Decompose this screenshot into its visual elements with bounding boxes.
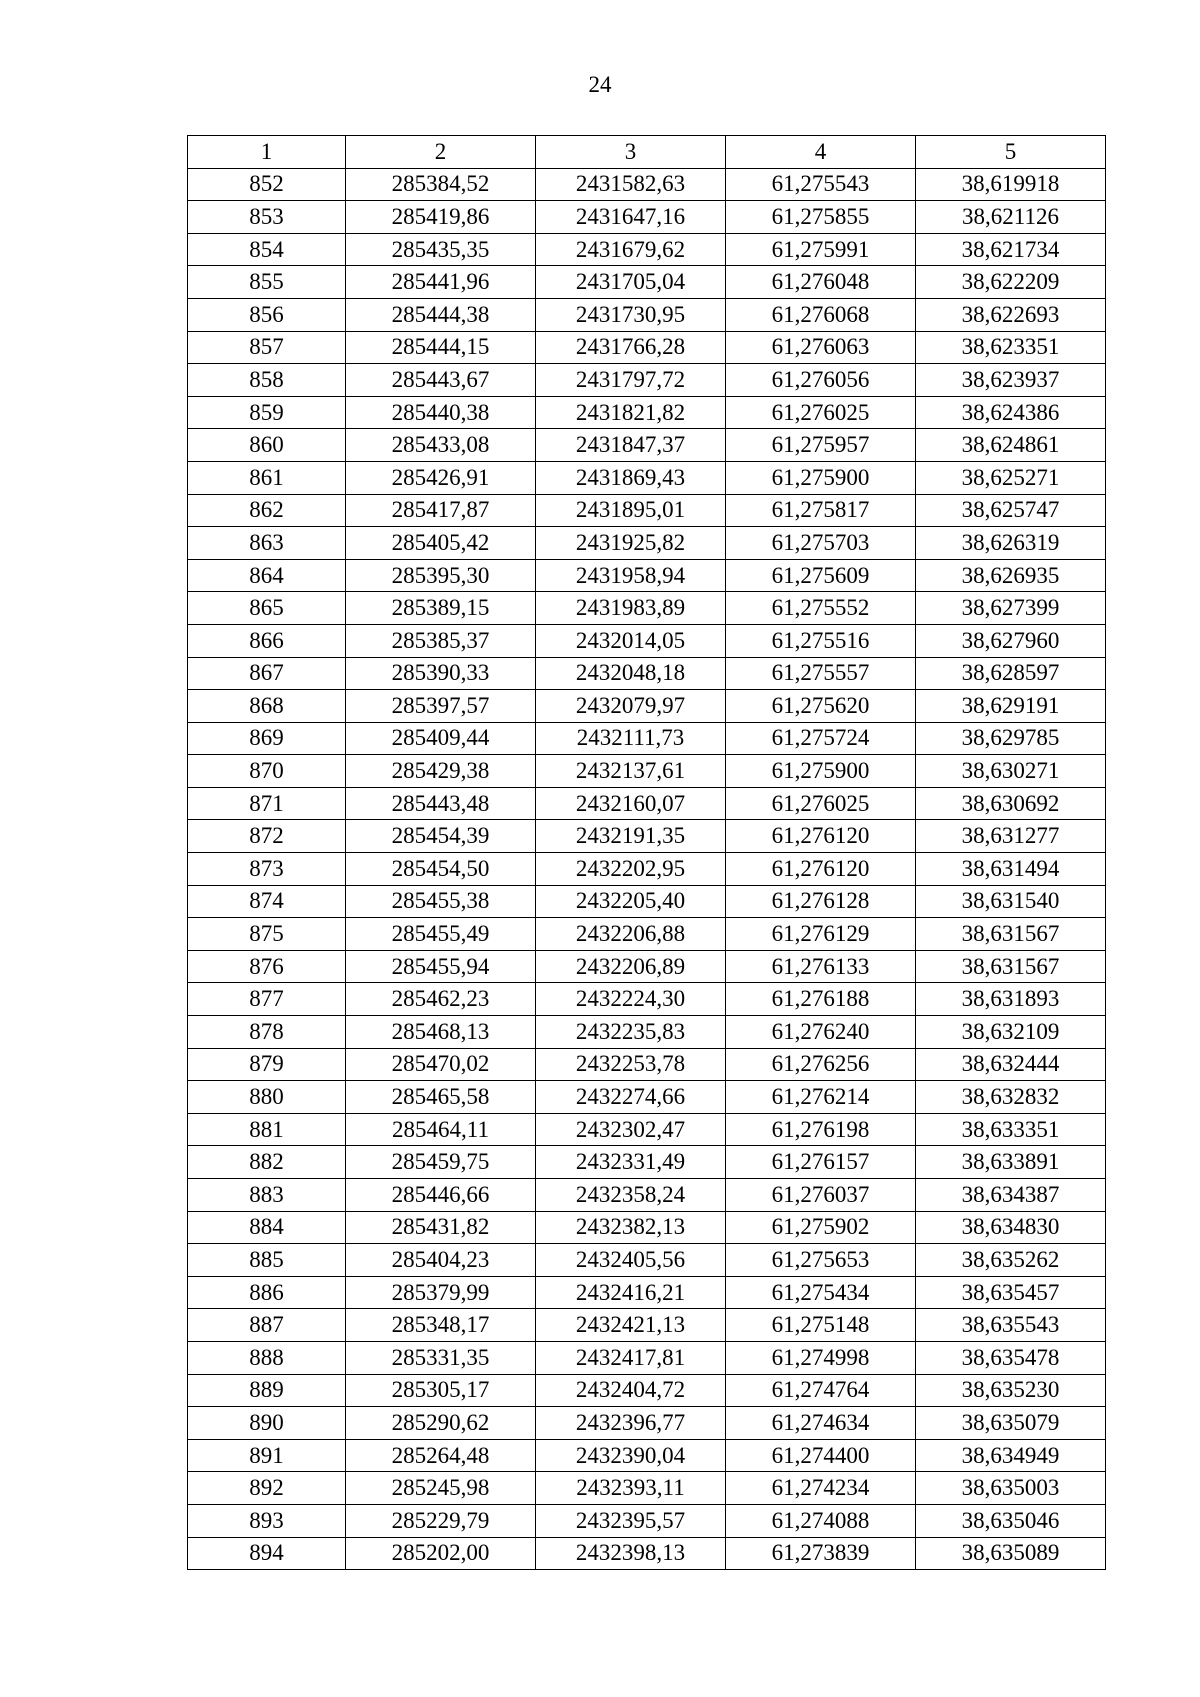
table-cell-col-4: 61,275855 [726, 201, 916, 234]
table-cell-col-3: 2432398,13 [536, 1537, 726, 1570]
table-cell-col-2: 285470,02 [346, 1048, 536, 1081]
table-cell-col-3: 2432393,11 [536, 1472, 726, 1505]
table-cell-col-2: 285459,75 [346, 1146, 536, 1179]
table-cell-col-1: 857 [188, 331, 346, 364]
table-cell-col-2: 285465,58 [346, 1081, 536, 1114]
table-cell-col-1: 876 [188, 950, 346, 983]
table-cell-col-4: 61,276025 [726, 396, 916, 429]
table-row [188, 820, 1106, 853]
table-cell-col-2: 285441,96 [346, 266, 536, 299]
table-row [188, 885, 1106, 918]
table-cell-col-5: 38,629785 [916, 722, 1106, 755]
table-cell-col-2: 285454,50 [346, 853, 536, 886]
column-header-3: 3 [536, 136, 726, 169]
table-row [188, 1439, 1106, 1472]
table-row [188, 1341, 1106, 1374]
table-row [188, 559, 1106, 592]
table-cell-col-1: 892 [188, 1472, 346, 1505]
table-row [188, 1113, 1106, 1146]
table-cell-col-4: 61,275900 [726, 755, 916, 788]
table-cell-col-3: 2432206,88 [536, 918, 726, 951]
table-cell-col-1: 874 [188, 885, 346, 918]
table-cell-col-1: 873 [188, 853, 346, 886]
table-cell-col-2: 285464,11 [346, 1113, 536, 1146]
table-cell-col-5: 38,631893 [916, 983, 1106, 1016]
table-cell-col-2: 285429,38 [346, 755, 536, 788]
table-cell-col-4: 61,274998 [726, 1341, 916, 1374]
table-cell-col-4: 61,276157 [726, 1146, 916, 1179]
table-cell-col-2: 285455,38 [346, 885, 536, 918]
table-row [188, 429, 1106, 462]
table-cell-col-3: 2432390,04 [536, 1439, 726, 1472]
table-cell-col-2: 285435,35 [346, 233, 536, 266]
table-cell-col-3: 2431983,89 [536, 592, 726, 625]
table-cell-col-4: 61,275703 [726, 527, 916, 560]
table-cell-col-4: 61,275148 [726, 1309, 916, 1342]
table-cell-col-2: 285331,35 [346, 1341, 536, 1374]
table-cell-col-5: 38,634830 [916, 1211, 1106, 1244]
table-row [188, 787, 1106, 820]
table-cell-col-5: 38,621126 [916, 201, 1106, 234]
table-row [188, 331, 1106, 364]
table-cell-col-4: 61,275552 [726, 592, 916, 625]
table-cell-col-4: 61,276120 [726, 853, 916, 886]
table-cell-col-2: 285409,44 [346, 722, 536, 755]
table-row [188, 592, 1106, 625]
table-cell-col-3: 2432191,35 [536, 820, 726, 853]
table-row [188, 1211, 1106, 1244]
table-cell-col-4: 61,276056 [726, 364, 916, 397]
table-row [188, 755, 1106, 788]
table-cell-col-4: 61,275609 [726, 559, 916, 592]
table-cell-col-4: 61,276133 [726, 950, 916, 983]
table-row [188, 527, 1106, 560]
table-cell-col-1: 888 [188, 1341, 346, 1374]
table-cell-col-2: 285446,66 [346, 1179, 536, 1212]
table-cell-col-3: 2432205,40 [536, 885, 726, 918]
table-cell-col-3: 2432396,77 [536, 1407, 726, 1440]
table-cell-col-4: 61,276188 [726, 983, 916, 1016]
table-cell-col-1: 852 [188, 168, 346, 201]
table-cell-col-5: 38,628597 [916, 657, 1106, 690]
table-cell-col-3: 2432048,18 [536, 657, 726, 690]
table-cell-col-4: 61,276068 [726, 298, 916, 331]
table-cell-col-3: 2432014,05 [536, 624, 726, 657]
table-cell-col-1: 879 [188, 1048, 346, 1081]
table-cell-col-1: 853 [188, 201, 346, 234]
table-cell-col-1: 870 [188, 755, 346, 788]
table-cell-col-2: 285385,37 [346, 624, 536, 657]
table-cell-col-5: 38,622209 [916, 266, 1106, 299]
table-cell-col-5: 38,621734 [916, 233, 1106, 266]
table-cell-col-2: 285455,49 [346, 918, 536, 951]
table-cell-col-1: 854 [188, 233, 346, 266]
table-row [188, 1374, 1106, 1407]
table-cell-col-4: 61,275724 [726, 722, 916, 755]
table-cell-col-5: 38,635262 [916, 1244, 1106, 1277]
table-row [188, 1504, 1106, 1537]
table-cell-col-3: 2431847,37 [536, 429, 726, 462]
table-cell-col-3: 2432235,83 [536, 1016, 726, 1049]
table-cell-col-1: 875 [188, 918, 346, 951]
table-row [188, 168, 1106, 201]
table-row [188, 494, 1106, 527]
table-cell-col-2: 285229,79 [346, 1504, 536, 1537]
table-cell-col-1: 865 [188, 592, 346, 625]
table-cell-col-5: 38,635089 [916, 1537, 1106, 1570]
table-cell-col-3: 2431925,82 [536, 527, 726, 560]
table-cell-col-4: 61,275620 [726, 690, 916, 723]
table-cell-col-2: 285395,30 [346, 559, 536, 592]
table-cell-col-4: 61,275516 [726, 624, 916, 657]
table-cell-col-1: 883 [188, 1179, 346, 1212]
table-cell-col-5: 38,635079 [916, 1407, 1106, 1440]
table-cell-col-3: 2432421,13 [536, 1309, 726, 1342]
table-cell-col-3: 2432395,57 [536, 1504, 726, 1537]
table-cell-col-5: 38,632109 [916, 1016, 1106, 1049]
table-cell-col-4: 61,275557 [726, 657, 916, 690]
table-cell-col-4: 61,275991 [726, 233, 916, 266]
table-cell-col-5: 38,632444 [916, 1048, 1106, 1081]
table-cell-col-3: 2431821,82 [536, 396, 726, 429]
table-cell-col-3: 2432224,30 [536, 983, 726, 1016]
table-row [188, 950, 1106, 983]
table-cell-col-2: 285455,94 [346, 950, 536, 983]
table-row [188, 201, 1106, 234]
table-cell-col-2: 285384,52 [346, 168, 536, 201]
table-row [188, 461, 1106, 494]
table-cell-col-1: 893 [188, 1504, 346, 1537]
table-cell-col-1: 860 [188, 429, 346, 462]
table-row [188, 624, 1106, 657]
table-row [188, 1146, 1106, 1179]
page-number: 24 [588, 72, 612, 97]
table-cell-col-5: 38,623351 [916, 331, 1106, 364]
table-cell-col-4: 61,276037 [726, 1179, 916, 1212]
table-cell-col-4: 61,273839 [726, 1537, 916, 1570]
table-cell-col-4: 61,276129 [726, 918, 916, 951]
table-cell-col-3: 2432111,73 [536, 722, 726, 755]
table-cell-col-4: 61,275902 [726, 1211, 916, 1244]
table-cell-col-2: 285419,86 [346, 201, 536, 234]
table-cell-col-1: 880 [188, 1081, 346, 1114]
table-cell-col-5: 38,634387 [916, 1179, 1106, 1212]
table-cell-col-3: 2431705,04 [536, 266, 726, 299]
table-cell-col-5: 38,631567 [916, 950, 1106, 983]
table-cell-col-2: 285454,39 [346, 820, 536, 853]
table-cell-col-5: 38,634949 [916, 1439, 1106, 1472]
table-cell-col-2: 285444,38 [346, 298, 536, 331]
table-row [188, 983, 1106, 1016]
table-cell-col-3: 2432302,47 [536, 1113, 726, 1146]
table-cell-col-5: 38,633891 [916, 1146, 1106, 1179]
table-cell-col-1: 887 [188, 1309, 346, 1342]
table-cell-col-5: 38,635003 [916, 1472, 1106, 1505]
table-cell-col-3: 2432079,97 [536, 690, 726, 723]
table-cell-col-2: 285379,99 [346, 1276, 536, 1309]
table-cell-col-1: 885 [188, 1244, 346, 1277]
table-row [188, 1048, 1106, 1081]
table-cell-col-5: 38,624386 [916, 396, 1106, 429]
table-cell-col-2: 285417,87 [346, 494, 536, 527]
table-cell-col-5: 38,635478 [916, 1341, 1106, 1374]
table-cell-col-1: 869 [188, 722, 346, 755]
column-header-4: 4 [726, 136, 916, 169]
table-row [188, 364, 1106, 397]
table-cell-col-2: 285431,82 [346, 1211, 536, 1244]
table-row [188, 1244, 1106, 1277]
table-row [188, 1276, 1106, 1309]
table-cell-col-4: 61,276240 [726, 1016, 916, 1049]
table-cell-col-2: 285468,13 [346, 1016, 536, 1049]
table-cell-col-1: 867 [188, 657, 346, 690]
table-cell-col-3: 2432331,49 [536, 1146, 726, 1179]
table-cell-col-5: 38,625271 [916, 461, 1106, 494]
table-cell-col-4: 61,275957 [726, 429, 916, 462]
table-cell-col-1: 868 [188, 690, 346, 723]
table-cell-col-2: 285202,00 [346, 1537, 536, 1570]
table-cell-col-5: 38,635457 [916, 1276, 1106, 1309]
coordinates-table [187, 135, 1106, 1570]
table-cell-col-3: 2431797,72 [536, 364, 726, 397]
table-cell-col-3: 2432206,89 [536, 950, 726, 983]
table-cell-col-5: 38,623937 [916, 364, 1106, 397]
table-cell-col-1: 890 [188, 1407, 346, 1440]
table-row [188, 1472, 1106, 1505]
table-row [188, 1016, 1106, 1049]
table-cell-col-1: 891 [188, 1439, 346, 1472]
table-header-row [188, 136, 1106, 169]
table-cell-col-5: 38,631277 [916, 820, 1106, 853]
table-cell-col-3: 2432405,56 [536, 1244, 726, 1277]
table-cell-col-2: 285426,91 [346, 461, 536, 494]
column-header-5: 5 [916, 136, 1106, 169]
table-cell-col-5: 38,631494 [916, 853, 1106, 886]
table-row [188, 1309, 1106, 1342]
table-cell-col-5: 38,631567 [916, 918, 1106, 951]
table-cell-col-3: 2431766,28 [536, 331, 726, 364]
table-row [188, 1537, 1106, 1570]
table-cell-col-3: 2432253,78 [536, 1048, 726, 1081]
table-cell-col-2: 285404,23 [346, 1244, 536, 1277]
table-cell-col-5: 38,632832 [916, 1081, 1106, 1114]
table-cell-col-3: 2431582,63 [536, 168, 726, 201]
table-cell-col-2: 285433,08 [346, 429, 536, 462]
table-cell-col-5: 38,630271 [916, 755, 1106, 788]
table-cell-col-1: 862 [188, 494, 346, 527]
table-cell-col-2: 285443,48 [346, 787, 536, 820]
table-cell-col-2: 285397,57 [346, 690, 536, 723]
table-cell-col-1: 863 [188, 527, 346, 560]
table-body [188, 168, 1106, 1570]
table-cell-col-3: 2432417,81 [536, 1341, 726, 1374]
table-cell-col-3: 2432160,07 [536, 787, 726, 820]
table-cell-col-2: 285390,33 [346, 657, 536, 690]
table-row [188, 396, 1106, 429]
table-cell-col-2: 285305,17 [346, 1374, 536, 1407]
table-cell-col-2: 285389,15 [346, 592, 536, 625]
table-cell-col-5: 38,626935 [916, 559, 1106, 592]
table-cell-col-3: 2432137,61 [536, 755, 726, 788]
table-cell-col-2: 285245,98 [346, 1472, 536, 1505]
table-cell-col-1: 859 [188, 396, 346, 429]
table-cell-col-5: 38,635543 [916, 1309, 1106, 1342]
table-cell-col-4: 61,276198 [726, 1113, 916, 1146]
table-row [188, 722, 1106, 755]
table-cell-col-2: 285440,38 [346, 396, 536, 429]
table-cell-col-1: 884 [188, 1211, 346, 1244]
table-cell-col-2: 285264,48 [346, 1439, 536, 1472]
table-cell-col-1: 855 [188, 266, 346, 299]
table-row [188, 233, 1106, 266]
table-cell-col-5: 38,625747 [916, 494, 1106, 527]
table-row [188, 853, 1106, 886]
table-cell-col-4: 61,276048 [726, 266, 916, 299]
table-cell-col-5: 38,631540 [916, 885, 1106, 918]
table-cell-col-1: 894 [188, 1537, 346, 1570]
table-row [188, 690, 1106, 723]
table-cell-col-4: 61,276063 [726, 331, 916, 364]
table-cell-col-1: 881 [188, 1113, 346, 1146]
table-row [188, 1179, 1106, 1212]
table-cell-col-4: 61,275653 [726, 1244, 916, 1277]
table-cell-col-5: 38,633351 [916, 1113, 1106, 1146]
table-cell-col-1: 882 [188, 1146, 346, 1179]
table-cell-col-1: 872 [188, 820, 346, 853]
table-cell-col-1: 858 [188, 364, 346, 397]
table-row [188, 266, 1106, 299]
table-cell-col-2: 285348,17 [346, 1309, 536, 1342]
table-cell-col-3: 2431869,43 [536, 461, 726, 494]
column-header-1: 1 [188, 136, 346, 169]
table-row [188, 1081, 1106, 1114]
table-cell-col-4: 61,276025 [726, 787, 916, 820]
table-cell-col-4: 61,275543 [726, 168, 916, 201]
table-cell-col-4: 61,274400 [726, 1439, 916, 1472]
table-cell-col-5: 38,619918 [916, 168, 1106, 201]
table-cell-col-4: 61,274088 [726, 1504, 916, 1537]
table-cell-col-1: 864 [188, 559, 346, 592]
table-cell-col-4: 61,275434 [726, 1276, 916, 1309]
table-cell-col-4: 61,276120 [726, 820, 916, 853]
table-cell-col-3: 2432382,13 [536, 1211, 726, 1244]
table-cell-col-5: 38,629191 [916, 690, 1106, 723]
table-cell-col-1: 856 [188, 298, 346, 331]
table-cell-col-1: 877 [188, 983, 346, 1016]
table-cell-col-3: 2431895,01 [536, 494, 726, 527]
table-cell-col-3: 2431730,95 [536, 298, 726, 331]
table-cell-col-4: 61,276256 [726, 1048, 916, 1081]
table-cell-col-4: 61,274764 [726, 1374, 916, 1407]
table-cell-col-4: 61,275900 [726, 461, 916, 494]
table-cell-col-4: 61,274634 [726, 1407, 916, 1440]
column-header-2: 2 [346, 136, 536, 169]
table-cell-col-3: 2432274,66 [536, 1081, 726, 1114]
table-cell-col-1: 866 [188, 624, 346, 657]
table-cell-col-4: 61,275817 [726, 494, 916, 527]
table-cell-col-3: 2432404,72 [536, 1374, 726, 1407]
table-cell-col-3: 2432202,95 [536, 853, 726, 886]
table-cell-col-2: 285444,15 [346, 331, 536, 364]
table-cell-col-5: 38,630692 [916, 787, 1106, 820]
table-cell-col-4: 61,274234 [726, 1472, 916, 1505]
table-cell-col-2: 285290,62 [346, 1407, 536, 1440]
table-cell-col-1: 861 [188, 461, 346, 494]
table-cell-col-5: 38,627960 [916, 624, 1106, 657]
table-cell-col-2: 285462,23 [346, 983, 536, 1016]
table-cell-col-3: 2432416,21 [536, 1276, 726, 1309]
table-cell-col-3: 2431958,94 [536, 559, 726, 592]
table-row [188, 918, 1106, 951]
table-cell-col-5: 38,622693 [916, 298, 1106, 331]
table-cell-col-1: 886 [188, 1276, 346, 1309]
table-cell-col-3: 2431679,62 [536, 233, 726, 266]
table-row [188, 657, 1106, 690]
table-cell-col-2: 285405,42 [346, 527, 536, 560]
table-cell-col-5: 38,627399 [916, 592, 1106, 625]
table-cell-col-5: 38,626319 [916, 527, 1106, 560]
table-cell-col-2: 285443,67 [346, 364, 536, 397]
table-cell-col-4: 61,276128 [726, 885, 916, 918]
table-cell-col-1: 878 [188, 1016, 346, 1049]
table-row [188, 298, 1106, 331]
table-cell-col-1: 871 [188, 787, 346, 820]
table-cell-col-4: 61,276214 [726, 1081, 916, 1114]
table-cell-col-5: 38,635046 [916, 1504, 1106, 1537]
table-row [188, 1407, 1106, 1440]
table-cell-col-1: 889 [188, 1374, 346, 1407]
table-cell-col-3: 2431647,16 [536, 201, 726, 234]
table-cell-col-5: 38,624861 [916, 429, 1106, 462]
table-cell-col-5: 38,635230 [916, 1374, 1106, 1407]
table-cell-col-3: 2432358,24 [536, 1179, 726, 1212]
